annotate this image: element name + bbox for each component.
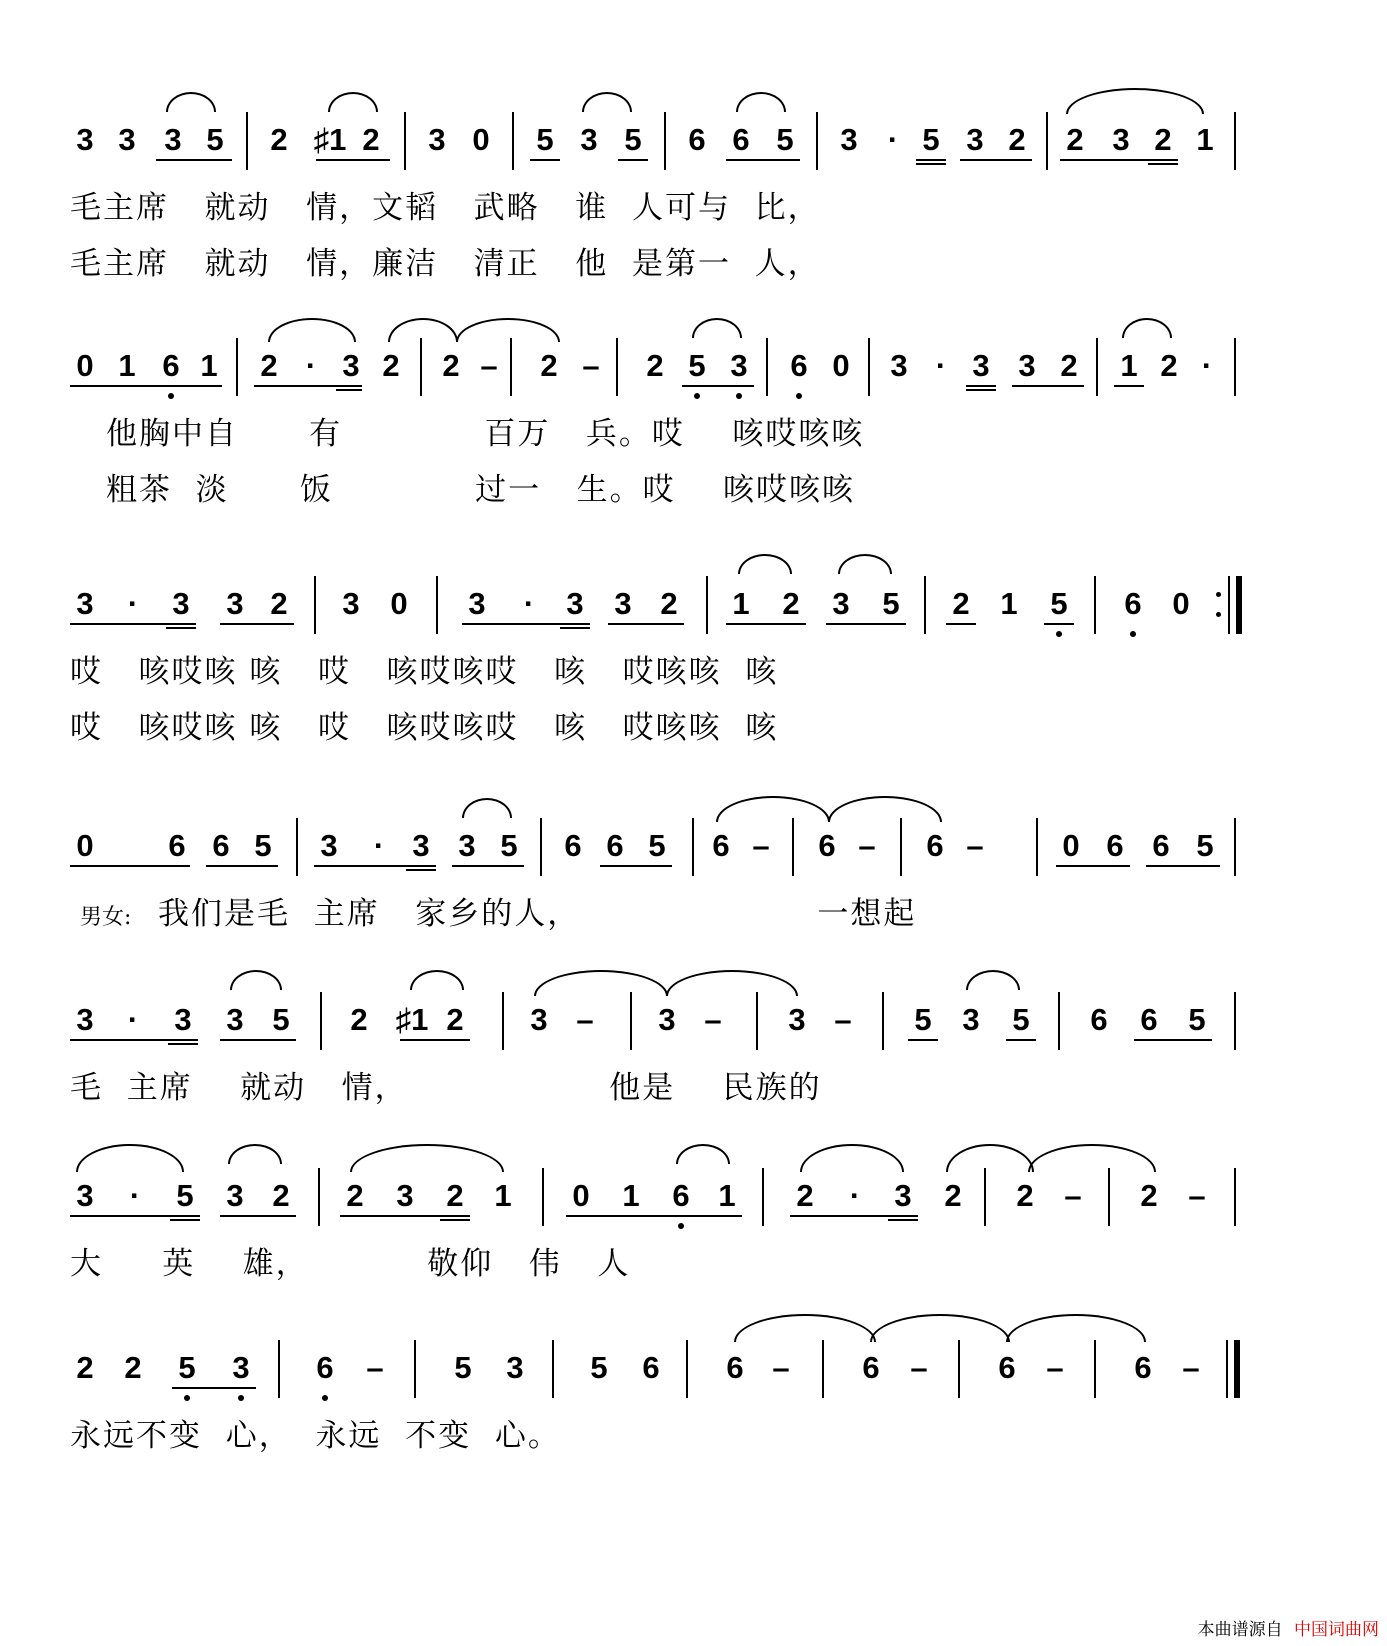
note: 1 (622, 1178, 640, 1213)
note: 6 (212, 828, 230, 863)
note: 3 (226, 586, 244, 621)
note: 2 (1016, 1178, 1034, 1213)
note: 1 (200, 348, 218, 383)
note: 0 (1172, 586, 1190, 621)
notes-row (70, 992, 1320, 1062)
lyric-line: 哎 咳哎咳 咳 哎 咳哎咳哎 咳 哎咳咳 咳 (70, 710, 779, 746)
note: 2 (646, 348, 664, 383)
note: 5 (1050, 586, 1068, 621)
note: 5 (272, 1002, 290, 1037)
note: 3 (76, 122, 94, 157)
note: – (582, 348, 600, 383)
note: · (305, 348, 317, 383)
note: 3 (342, 348, 360, 383)
note: 2 (1008, 122, 1026, 157)
note: 3 (658, 1002, 676, 1037)
lyric-line: 毛主席 就动 情，廉洁 清正 他 是第一 人， (70, 246, 821, 282)
footer-credit (1198, 1615, 1379, 1640)
note: 6 (672, 1178, 690, 1213)
note: 5 (206, 122, 224, 157)
lyrics-verse-1 (70, 646, 1320, 702)
note: – (480, 348, 498, 383)
note: – (752, 828, 770, 863)
system-4 (70, 818, 1320, 944)
note: 5 (1012, 1002, 1030, 1037)
system-2 (70, 338, 1320, 520)
note: 3 (566, 586, 584, 621)
note: – (1182, 1350, 1200, 1385)
lyrics-row (70, 1238, 1320, 1294)
note: 0 (76, 828, 94, 863)
note: 5 (648, 828, 666, 863)
note: 3 (580, 122, 598, 157)
note: 2 (660, 586, 678, 621)
note: 5 (178, 1350, 196, 1385)
note: 5 (536, 122, 554, 157)
note: 3 (76, 1178, 94, 1213)
lyrics-row (70, 888, 1320, 944)
lyric-line: 永远不变 心， 永远 不变 心。 (70, 1418, 561, 1454)
note: 6 (688, 122, 706, 157)
note: 5 (254, 828, 272, 863)
system-3 (70, 576, 1320, 758)
note: ♯1 (395, 1002, 429, 1037)
system-5 (70, 992, 1320, 1118)
note: 2 (272, 1178, 290, 1213)
note: 3 (890, 348, 908, 383)
system-6 (70, 1168, 1320, 1294)
note: 0 (832, 348, 850, 383)
note: · (373, 828, 385, 863)
note: – (966, 828, 984, 863)
note: 5 (500, 828, 518, 863)
note: 3 (894, 1178, 912, 1213)
note: · (935, 348, 947, 383)
lyrics-verse-2 (70, 702, 1320, 758)
note: 6 (1090, 1002, 1108, 1037)
note: 3 (172, 586, 190, 621)
note: 2 (350, 1002, 368, 1037)
lyric-line: 毛 主席 就动 情， 他是 民族的 (70, 1070, 822, 1106)
note: 3 (320, 828, 338, 863)
note: 6 (564, 828, 582, 863)
note: 2 (944, 1178, 962, 1213)
note: 5 (776, 122, 794, 157)
note: 3 (1018, 348, 1036, 383)
note: 5 (1188, 1002, 1206, 1037)
note: 2 (1154, 122, 1172, 157)
note: 3 (226, 1002, 244, 1037)
source-label: 本曲谱源自 (1197, 1620, 1283, 1640)
note: 1 (732, 586, 750, 621)
note: 3 (832, 586, 850, 621)
note: 6 (1134, 1350, 1152, 1385)
note: 6 (1152, 828, 1170, 863)
note: 2 (796, 1178, 814, 1213)
note: · (127, 586, 139, 621)
lyric-line: 粗茶 淡 饭 过一 生。哎 咳哎咳咳 (106, 472, 856, 508)
note: 3 (962, 1002, 980, 1037)
note: 0 (1062, 828, 1080, 863)
note: · (1201, 348, 1213, 383)
note: 5 (914, 1002, 932, 1037)
lyric-line: 他胸中自 有 百万 兵。哎 咳哎咳咳 (106, 416, 865, 452)
note: 2 (952, 586, 970, 621)
note: 5 (590, 1350, 608, 1385)
note: 6 (162, 348, 180, 383)
notes-row (70, 338, 1320, 408)
lyric-line: 大 英 雄， 敬仰 伟 人 (70, 1246, 631, 1282)
notes-row (70, 112, 1320, 182)
note: 3 (118, 122, 136, 157)
note: · (129, 1178, 141, 1213)
note: 6 (818, 828, 836, 863)
note: 3 (412, 828, 430, 863)
note: 5 (176, 1178, 194, 1213)
note: 2 (362, 122, 380, 157)
note: 2 (782, 586, 800, 621)
note: 2 (1140, 1178, 1158, 1213)
note: · (887, 122, 899, 157)
note: 0 (572, 1178, 590, 1213)
note: – (1064, 1178, 1082, 1213)
note: 1 (494, 1178, 512, 1213)
note: 6 (726, 1350, 744, 1385)
note: 3 (164, 122, 182, 157)
note: 2 (442, 348, 460, 383)
note: 6 (1140, 1002, 1158, 1037)
note: 1 (1000, 586, 1018, 621)
note: 6 (926, 828, 944, 863)
note: 1 (118, 348, 136, 383)
lyrics-verse-2 (70, 464, 1320, 520)
note: 6 (862, 1350, 880, 1385)
note: – (704, 1002, 722, 1037)
notes-row (70, 1340, 1320, 1410)
lyric-line: 我们是毛 主席 家乡的人， 一想起 (158, 896, 917, 932)
note: 2 (1060, 348, 1078, 383)
note: 3 (530, 1002, 548, 1037)
note: 2 (540, 348, 558, 383)
note: 5 (922, 122, 940, 157)
note: 3 (232, 1350, 250, 1385)
note: 5 (624, 122, 642, 157)
note: 3 (458, 828, 476, 863)
notes-row (70, 576, 1320, 646)
note: 5 (1196, 828, 1214, 863)
system-7 (70, 1340, 1320, 1466)
note: 3 (788, 1002, 806, 1037)
note: 2 (1160, 348, 1178, 383)
note: 3 (428, 122, 446, 157)
note: 3 (468, 586, 486, 621)
note: 6 (316, 1350, 334, 1385)
note: 0 (390, 586, 408, 621)
note: 2 (382, 348, 400, 383)
note: 3 (730, 348, 748, 383)
notes-row (70, 1168, 1320, 1238)
lyrics-verse-1 (70, 408, 1320, 464)
note: 2 (270, 122, 288, 157)
lyrics-verse-2 (70, 238, 1320, 294)
note: 3 (614, 586, 632, 621)
note: ♯1 (313, 122, 347, 157)
note: 6 (606, 828, 624, 863)
note: · (127, 1002, 139, 1037)
lyrics-verse-1 (70, 182, 1320, 238)
note: 3 (396, 1178, 414, 1213)
note: 3 (226, 1178, 244, 1213)
note: 3 (342, 586, 360, 621)
note: 3 (174, 1002, 192, 1037)
note: 0 (472, 122, 490, 157)
note: – (576, 1002, 594, 1037)
note: – (858, 828, 876, 863)
note: 3 (840, 122, 858, 157)
note: 6 (732, 122, 750, 157)
note: 2 (446, 1178, 464, 1213)
note: – (772, 1350, 790, 1385)
note: 1 (718, 1178, 736, 1213)
note: 5 (454, 1350, 472, 1385)
note: 6 (1106, 828, 1124, 863)
notes-row (70, 818, 1320, 888)
note: 0 (76, 348, 94, 383)
note: 6 (790, 348, 808, 383)
note: 6 (168, 828, 186, 863)
note: · (523, 586, 535, 621)
note: – (834, 1002, 852, 1037)
note: · (849, 1178, 861, 1213)
note: 2 (270, 586, 288, 621)
note: 2 (346, 1178, 364, 1213)
lyrics-row (70, 1062, 1320, 1118)
note: – (1046, 1350, 1064, 1385)
note: 1 (1120, 348, 1138, 383)
note: 2 (76, 1350, 94, 1385)
note: 5 (688, 348, 706, 383)
note: – (1188, 1178, 1206, 1213)
note: 3 (506, 1350, 524, 1385)
note: 2 (446, 1002, 464, 1037)
note: 2 (124, 1350, 142, 1385)
system-1 (70, 112, 1320, 294)
lyric-line: 毛主席 就动 情，文韬 武略 谁 人可与 比， (70, 190, 821, 226)
lyric-line: 哎 咳哎咳 咳 哎 咳哎咳哎 咳 哎咳咳 咳 (70, 654, 779, 690)
voice-label: 男女: (80, 905, 132, 930)
note: 2 (1066, 122, 1084, 157)
note: 6 (712, 828, 730, 863)
note: 6 (642, 1350, 660, 1385)
note: 3 (972, 348, 990, 383)
note: 3 (966, 122, 984, 157)
lyrics-row (70, 1410, 1320, 1466)
note: – (910, 1350, 928, 1385)
note: 3 (1112, 122, 1130, 157)
note: – (366, 1350, 384, 1385)
site-link[interactable]: 中国词曲网 (1294, 1620, 1379, 1640)
note: 2 (260, 348, 278, 383)
note: 1 (1196, 122, 1214, 157)
note: 3 (76, 1002, 94, 1037)
note: 5 (882, 586, 900, 621)
note: 3 (76, 586, 94, 621)
note: 6 (1124, 586, 1142, 621)
note: 6 (998, 1350, 1016, 1385)
